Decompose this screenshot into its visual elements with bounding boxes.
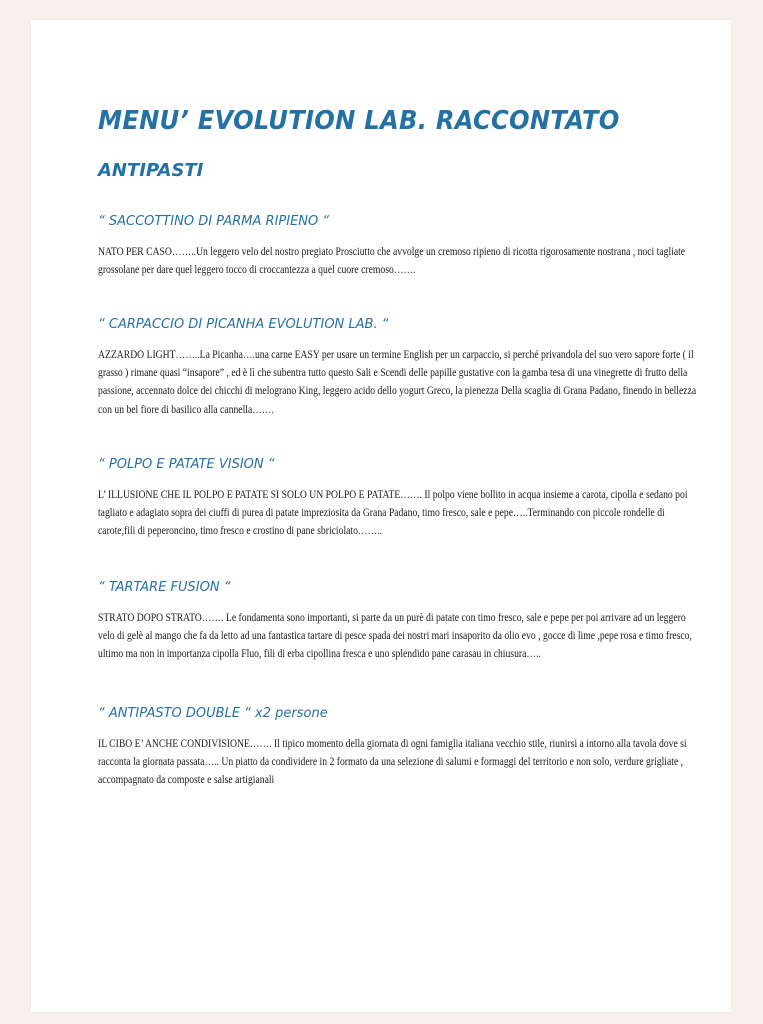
section-title-antipasti: ANTIPASTI bbox=[98, 160, 204, 181]
dish-description: NATO PER CASO……..Un leggero velo del nostro pregiato Prosciutto che avvolge un cremoso ripieno di ricotta rigorosamente nostrana , noci tagliate grossolane per dare quel leggero tocco di croccantezza a quel cuore cremoso……. bbox=[98, 246, 686, 277]
dish-polpo-patate bbox=[98, 457, 763, 541]
dish-tartare bbox=[98, 580, 763, 664]
dish-title bbox=[98, 457, 763, 472]
document-page bbox=[31, 20, 731, 1012]
dish-antipasto-double bbox=[98, 706, 763, 790]
dish-title bbox=[98, 580, 763, 595]
menu-content bbox=[98, 106, 698, 787]
dish-name: “ POLPO E PATATE VISION “ bbox=[98, 457, 275, 472]
dish-servings: x2 persone bbox=[250, 706, 328, 721]
dish-carpaccio bbox=[98, 317, 763, 419]
dish-description: STRATO DOPO STRATO……. Le fondamenta sono importanti, si parte da un purè di patate con timo fresco, sale e pepe per poi arrivare ad un leggero velo di gelè al mango che fa da letto ad una fantastica tartare di pesce spada dei nostri mari insaporito da olio evo , gocce di lime ,pepe rosa e timo fresco, ultimo ma non in importanza cipolla Fluo, fili di erba cipollina fresca e uno splendido pane carasau in chiusura….. bbox=[98, 612, 692, 661]
dish-saccottino bbox=[98, 214, 763, 279]
dish-description: AZZARDO LIGHT……..La Picanha….una carne EASY per usare un termine English per un carpaccio, si perché privandola del suo vero sapore forte ( il grasso ) rimane quasi “insapore” , ed è lì che subentra tutto questo Sali e Scendi delle papille gustative con la gamba tesa di una vinegrette di frutto della passione, accennato dolce dei chicchi di melograno King, leggero acido dello yogurt Greco, la pienezza Della scaglia di Grana Padano, finendo in bellezza con un bel fiore di basilico alla cannella……. bbox=[98, 349, 697, 416]
menu-title: MENU’ EVOLUTION LAB. RACCONTATO bbox=[98, 106, 620, 136]
dish-description: IL CIBO E’ ANCHE CONDIVISIONE……. Il tipico momento della giornata di ogni famiglia italiana vecchio stile, riunirsi a intorno alla tavola dove si racconta la giornata passata….. Un piatto da condividere in 2 formato da una selezione di salumi e formaggi del territorio e non solo, verdure grigliate , accompagnato da composte e salse artigianali bbox=[98, 738, 687, 787]
dish-name: “ ANTIPASTO DOUBLE “ bbox=[98, 706, 251, 721]
dish-name: “ CARPACCIO DI PICANHA EVOLUTION LAB. “ bbox=[98, 317, 389, 332]
dish-title bbox=[98, 214, 763, 229]
dish-name: “ SACCOTTINO DI PARMA RIPIENO “ bbox=[98, 214, 330, 229]
dish-title bbox=[98, 317, 763, 332]
dish-name: “ TARTARE FUSION “ bbox=[98, 580, 231, 595]
dish-description: L’ ILLUSIONE CHE IL POLPO E PATATE SI SOLO UN POLPO E PATATE……. Il polpo viene bollito in acqua insieme a carota, cipolla e sedano poi tagliato e adagiato sopra dei ciuffi di purea di patate impreziosita da Grana Padano, timo fresco, sale e pepe…..Terminando con piccole rondelle di carote,fili di peperoncino, timo fresco e crostino di pane sbriciolato…….. bbox=[98, 489, 688, 538]
dish-title bbox=[98, 706, 763, 721]
